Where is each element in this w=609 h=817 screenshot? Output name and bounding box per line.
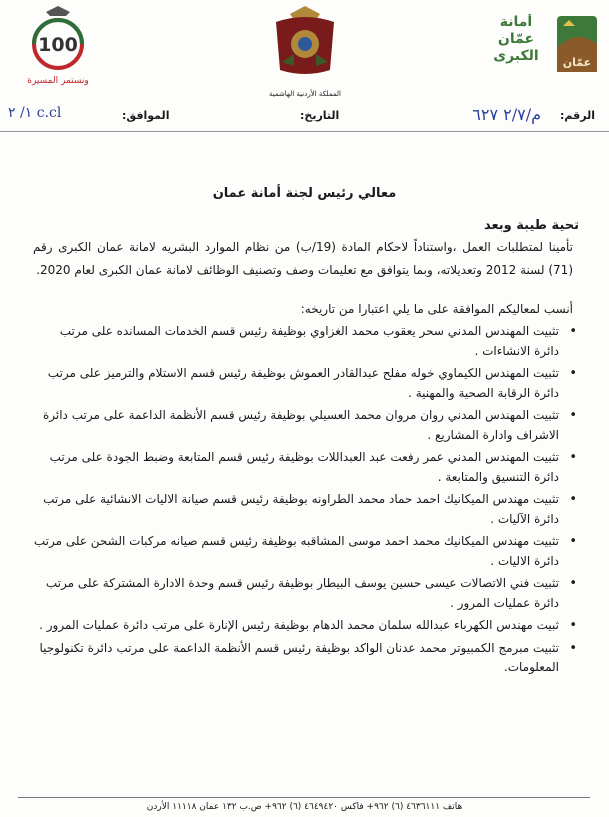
crest-caption: المملكة الأردنية الهاشمية xyxy=(268,90,342,98)
centenary-logo xyxy=(18,4,98,86)
reference-row xyxy=(0,105,609,131)
list-item: • تثبيت فني الاتصالات عيسى حسين يوسف البيطار بوظيفة رئيس قسم وحدة الادارة المشتركة على مرتب دائرة عمليات المرور . xyxy=(33,574,579,613)
list-item: • تثبيت المهندس الكيماوي خوله مفلح عبدالقادر العموش بوظيفة رئيس قسم الاستلام والترميز على مرتب دائرة الرقابة الصحية والمهنية . xyxy=(33,364,579,403)
jordan-crest xyxy=(268,4,342,98)
ref-value-handwritten: م/٢/٧ ٦٢٧ xyxy=(472,105,541,124)
appointments-list xyxy=(33,322,579,681)
footer-contact: هاتف ٤٦٣٦١١١ (٦) ٩٦٢+ فاكس ٤٦٤٩٤٢٠ (٦) ٩٦٢+ ص.ب ١٣٢ عمان ١١١١٨ الأردن xyxy=(146,802,463,812)
footer-divider xyxy=(18,797,590,798)
ref-label: الرقم: xyxy=(560,109,595,122)
amman-logo-text: أمانة عمّان الكبرى xyxy=(493,14,539,64)
agree-label: الموافق: xyxy=(122,109,170,122)
centenary-crown-icon xyxy=(46,6,70,16)
header-divider xyxy=(0,131,609,132)
centenary-number: 100 xyxy=(38,34,78,56)
amman-logo xyxy=(481,8,601,78)
amman-logo-small-text: عمّان xyxy=(562,56,592,69)
list-item: • تثبيت مهندس الميكانيك محمد احمد موسى المشاقبه بوظيفة رئيس قسم صيانه مركبات الشحن على مرتب دائرة الاليات . xyxy=(33,532,579,571)
date-label: التاريخ: xyxy=(300,109,340,122)
addressee: معالي رئيس لجنة أمانة عمان xyxy=(212,186,397,201)
list-item: • تثبيت مبرمج الكمبيوتر محمد عدنان الواكد بوظيفة رئيس قسم الأنظمة الداعمة على مرتب دائرة تكنولوجيا المعلومات. xyxy=(33,639,579,678)
request-sentence: أنسب لمعاليكم الموافقة على ما يلي اعتبارا من تاريخه: xyxy=(300,302,573,316)
centenary-caption: ونستمر المسيرة xyxy=(27,76,89,86)
greeting: تحية طيبة وبعد xyxy=(483,218,579,233)
list-item: • ثبيت مهندس الكهرباء عبدالله سلمان محمد الدهام بوظيفة رئيس الإنارة على مرتب دائرة عمليات المرور . xyxy=(33,616,579,636)
intro-paragraph: تأمينا لمتطلبات العمل ،واستناداً لاحكام المادة (19/ب) من نظام الموارد البشريه لامانة عمان الكبرى رقم (71) لسنة 2012 وتعديلاته، وبما يتوافق مع تعليمات وصف وتصنيف الوظائف لامانة عمان الكبرى لعام 2020. xyxy=(33,240,574,277)
list-item: • تثبيت المهندس المدني عمر رفعت عبد العبداللات بوظيفة رئيس قسم المتابعة وضبط الجودة على مرتب دائرة التنسيق والمتابعة . xyxy=(33,448,579,487)
list-item: • تثبيت المهندس المدني سحر يعقوب محمد الغزاوي بوظيفة رئيس قسم الخدمات المسانده على مرتب دائرة الانشاءات . xyxy=(33,322,579,361)
list-item: • تثبيت مهندس الميكانيك احمد حماد محمد الطراونه بوظيفة رئيس قسم صيانة الاليات الانشائية على مرتب دائرة الآليات . xyxy=(33,490,579,529)
agree-value-handwritten: c.cl ١/ ٢ xyxy=(8,105,62,121)
crest-emblem xyxy=(298,37,312,51)
list-item: • تثبيت المهندس المدني روان مروان محمد العسيلي بوظيفة رئيس قسم الأنظمة الداعمة على مرتب دائرة الاشراف وادارة المشاريع . xyxy=(33,406,579,445)
